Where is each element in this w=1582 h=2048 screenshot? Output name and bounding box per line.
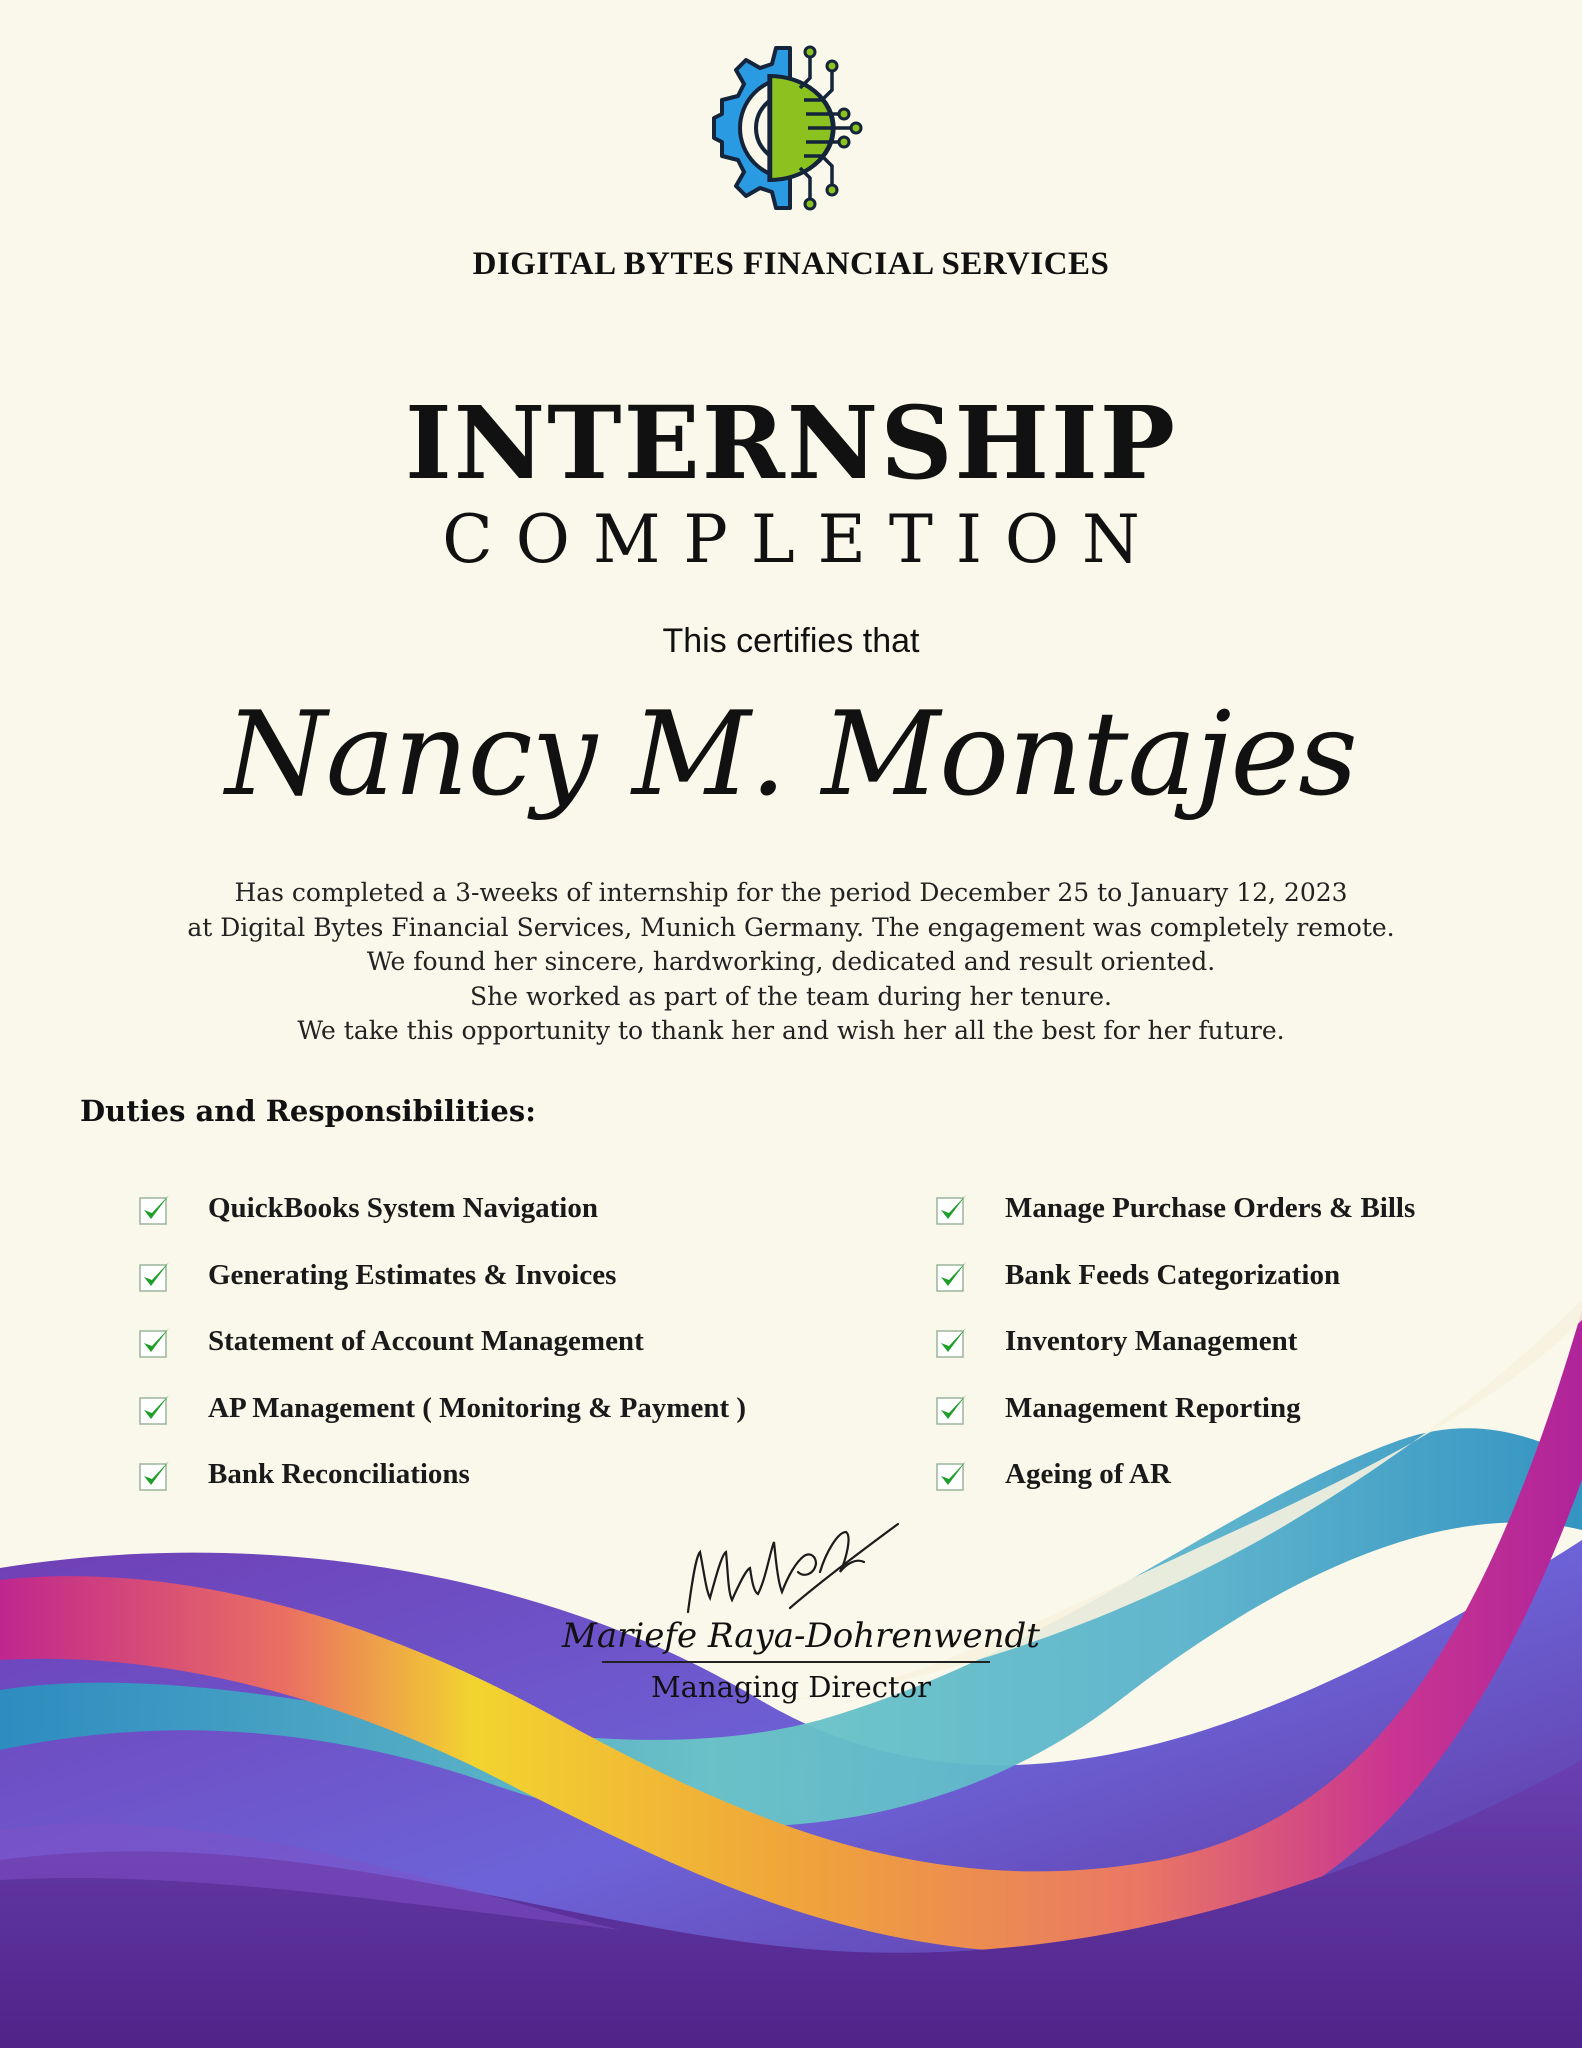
green-checkmark-icon [935,1192,969,1226]
duty-label: Bank Reconciliations [208,1458,470,1491]
duty-label: Management Reporting [1005,1391,1301,1424]
green-checkmark-icon [138,1458,172,1492]
body-line: She worked as part of the team during her tenure. [470,981,1112,1011]
duty-label: Inventory Management [1005,1325,1298,1358]
duty-item [935,1190,1415,1257]
duty-item [138,1257,746,1324]
duty-item [935,1323,1415,1390]
signatory-name: Mariefe Raya-Dohrenwendt [562,1616,1040,1656]
duty-item [138,1456,746,1523]
certificate-subtitle: COMPLETION [442,501,1163,578]
duty-item [935,1257,1415,1324]
duty-label: Bank Feeds Categorization [1005,1258,1341,1291]
duty-item [138,1323,746,1390]
recipient-name: Nancy M. Montajes [225,687,1357,822]
certificate-title: INTERNSHIP [404,384,1177,502]
green-checkmark-icon [935,1392,969,1426]
signature-line [602,1661,990,1663]
duty-label: Manage Purchase Orders & Bills [1005,1192,1416,1224]
body-line: Has completed a 3-weeks of internship for the period December 25 to January 12, 2023 [234,878,1348,907]
certifies-text: This certifies that [662,622,920,660]
duty-label: Statement of Account Management [208,1325,644,1358]
duties-heading: Duties and Responsibilities: [80,1094,536,1128]
duty-item [138,1390,746,1457]
duty-item [935,1390,1415,1457]
green-checkmark-icon [935,1259,969,1293]
green-checkmark-icon [138,1192,172,1226]
green-checkmark-icon [935,1325,969,1359]
company-name: DIGITAL BYTES FINANCIAL SERVICES [472,246,1110,282]
duty-label: QuickBooks System Navigation [208,1192,598,1224]
body-line: at Digital Bytes Financial Services, Munich Germany. The engagement was completely remote. [187,912,1395,942]
duties-list-right [935,1190,1415,1523]
duties-list-left [138,1190,746,1523]
body-line: We take this opportunity to thank her and wish her all the best for her future. [297,1016,1285,1045]
certificate-body [140,876,1442,1049]
duty-label: Generating Estimates & Invoices [208,1258,617,1291]
signatory-title: Managing Director [650,1670,932,1704]
duty-label: AP Management ( Monitoring & Payment ) [208,1391,747,1424]
green-checkmark-icon [138,1392,172,1426]
duty-label: Ageing of AR [1005,1458,1171,1491]
duty-item [138,1190,746,1257]
duty-item [935,1456,1415,1523]
body-line: We found her sincere, hardworking, dedicated and result oriented. [366,947,1216,976]
green-checkmark-icon [138,1325,172,1359]
green-checkmark-icon [935,1458,969,1492]
gear-circuit-logo-icon [700,38,882,220]
green-checkmark-icon [138,1259,172,1293]
handwritten-signature [670,1512,910,1632]
